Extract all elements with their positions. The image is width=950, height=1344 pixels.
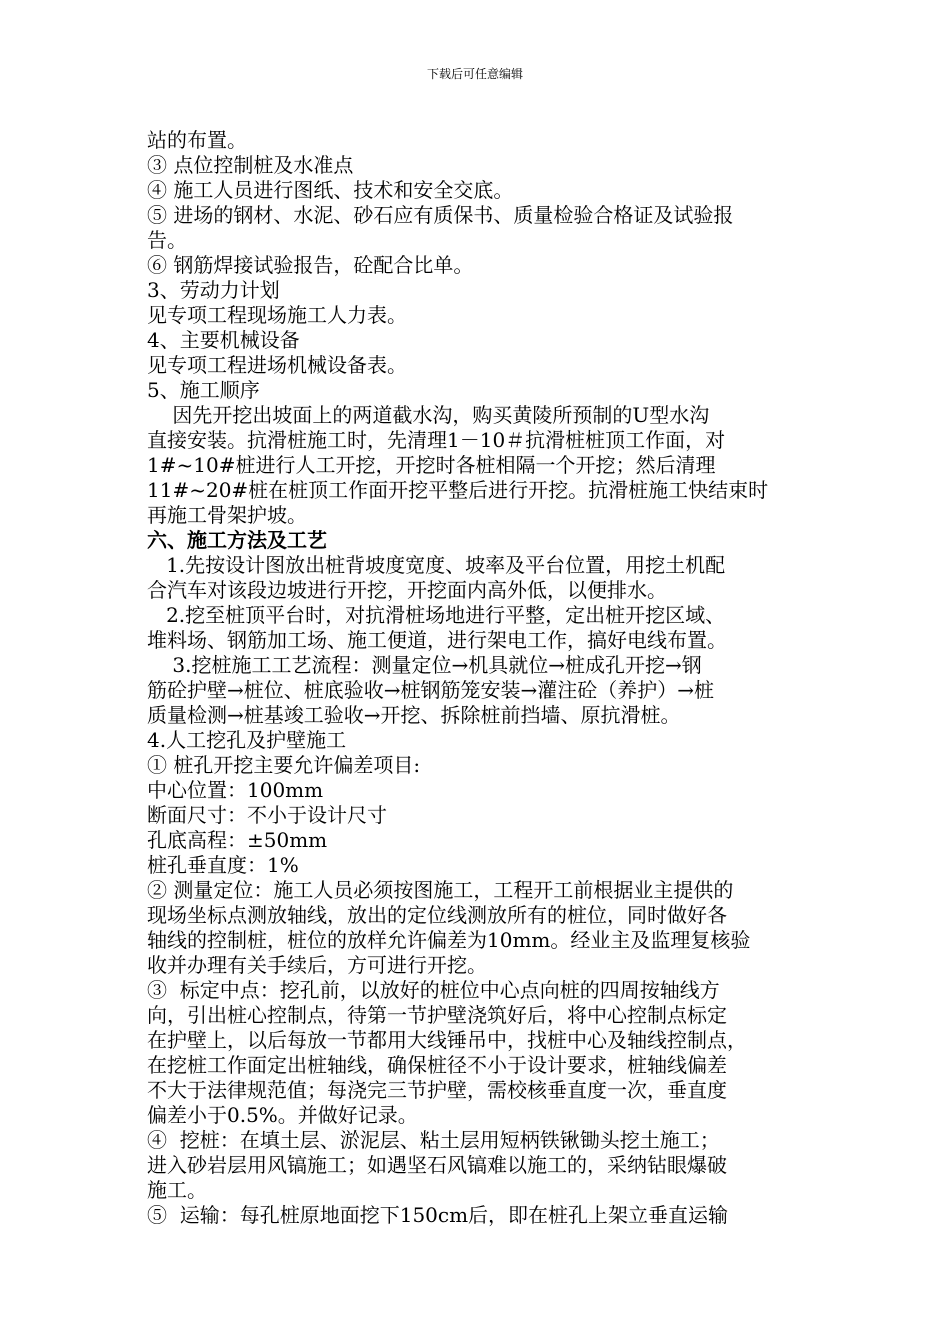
body-line: 孔底高程：±50mm bbox=[147, 828, 328, 852]
body-line: 质量检测→桩基竣工验收→开挖、拆除桩前挡墙、原抗滑桩。 bbox=[147, 703, 681, 727]
body-line: 3.挖桩施工工艺流程：测量定位→机具就位→桩成孔开挖→钢 bbox=[147, 653, 702, 677]
body-line: ③ 点位控制桩及水准点 bbox=[147, 153, 354, 177]
body-line: ② 测量定位：施工人员必须按图施工，工程开工前根据业主提供的 bbox=[147, 878, 734, 902]
body-line: 筋砼护壁→桩位、桩底验收→桩钢筋笼安装→灌注砼（养护）→桩 bbox=[147, 678, 715, 702]
body-line: 见专项工程现场施工人力表。 bbox=[147, 303, 407, 327]
body-line: 再施工骨架护坡。 bbox=[147, 503, 307, 527]
body-line: 在护壁上，以后每放一节都用大线锤吊中，找桩中心及轴线控制点， bbox=[147, 1028, 747, 1052]
body-line: 2.挖至桩顶平台时，对抗滑桩场地进行平整，定出桩开挖区域、 bbox=[147, 603, 726, 627]
body-line: 中心位置：100mm bbox=[147, 778, 324, 802]
body-line: 合汽车对该段边坡进行开挖，开挖面内高外低，以便排水。 bbox=[147, 578, 667, 602]
body-line: 进入砂岩层用风镐施工；如遇坚石风镐难以施工的，采纳钻眼爆破 bbox=[147, 1153, 727, 1177]
body-line: 桩孔垂直度：1% bbox=[147, 853, 299, 877]
body-line: ① 桩孔开挖主要允许偏差项目: bbox=[147, 753, 421, 777]
body-line: 向，引出桩心控制点，待第一节护壁浇筑好后，将中心控制点标定 bbox=[147, 1003, 727, 1027]
body-line: ④ 挖桩：在填土层、淤泥层、粘土层用短柄铁锹锄头挖土施工； bbox=[147, 1128, 720, 1152]
subheading: 4、主要机械设备 bbox=[147, 328, 300, 352]
subheading: 3、劳动力计划 bbox=[147, 278, 280, 302]
body-line: 站的布置。 bbox=[147, 128, 247, 152]
body-line: 因先开挖出坡面上的两道截水沟，购买黄陵所预制的U型水沟 bbox=[147, 403, 710, 427]
body-line: 轴线的控制桩，桩位的放样允许偏差为10mm。经业主及监理复核验 bbox=[147, 928, 751, 952]
subheading: 5、施工顺序 bbox=[147, 378, 260, 402]
body-line: 1#~10#桩进行人工开挖，开挖时各桩相隔一个开挖；然后清理 bbox=[147, 453, 716, 477]
body-line: 偏差小于0.5%。并做好记录。 bbox=[147, 1103, 418, 1127]
body-line: ⑤ 运输：每孔桩原地面挖下150cm后，即在桩孔上架立垂直运输 bbox=[147, 1203, 729, 1227]
body-line: 施工。 bbox=[147, 1178, 207, 1202]
body-line: 现场坐标点测放轴线，放出的定位线测放所有的桩位，同时做好各 bbox=[147, 903, 727, 927]
body-line: ③ 标定中点：挖孔前，以放好的桩位中心点向桩的四周按轴线方 bbox=[147, 978, 720, 1002]
body-line: 11#~20#桩在桩顶工作面开挖平整后进行开挖。抗滑桩施工快结束时 bbox=[147, 478, 769, 502]
body-line: ④ 施工人员进行图纸、技术和安全交底。 bbox=[147, 178, 514, 202]
body-line: 收并办理有关手续后，方可进行开挖。 bbox=[147, 953, 487, 977]
body-line: ⑥ 钢筋焊接试验报告，砼配合比单。 bbox=[147, 253, 474, 277]
body-line: 见专项工程进场机械设备表。 bbox=[147, 353, 407, 377]
body-line: 不大于法律规范值；每浇完三节护壁，需校核垂直度一次，垂直度 bbox=[147, 1078, 727, 1102]
body-line: 直接安装。抗滑桩施工时，先清理1－10＃抗滑桩桩顶工作面，对 bbox=[147, 428, 726, 452]
body-line: ⑤ 进场的钢材、水泥、砂石应有质保书、质量检验合格证及试验报 bbox=[147, 203, 734, 227]
section-heading: 六、施工方法及工艺 bbox=[147, 528, 327, 552]
subheading: 4.人工挖孔及护壁施工 bbox=[147, 728, 347, 752]
page-header: 下载后可任意编辑 bbox=[426, 67, 523, 81]
document-body bbox=[147, 128, 811, 1228]
body-line: 在挖桩工作面定出桩轴线，确保桩径不小于设计要求，桩轴线偏差 bbox=[147, 1053, 727, 1077]
body-line: 断面尺寸：不小于设计尺寸 bbox=[147, 803, 387, 827]
body-line: 告。 bbox=[147, 228, 187, 252]
body-line: 1.先按设计图放出桩背坡度宽度、坡率及平台位置，用挖土机配 bbox=[147, 553, 726, 577]
body-line: 堆料场、钢筋加工场、施工便道，进行架电工作，搞好电线布置。 bbox=[147, 628, 727, 652]
